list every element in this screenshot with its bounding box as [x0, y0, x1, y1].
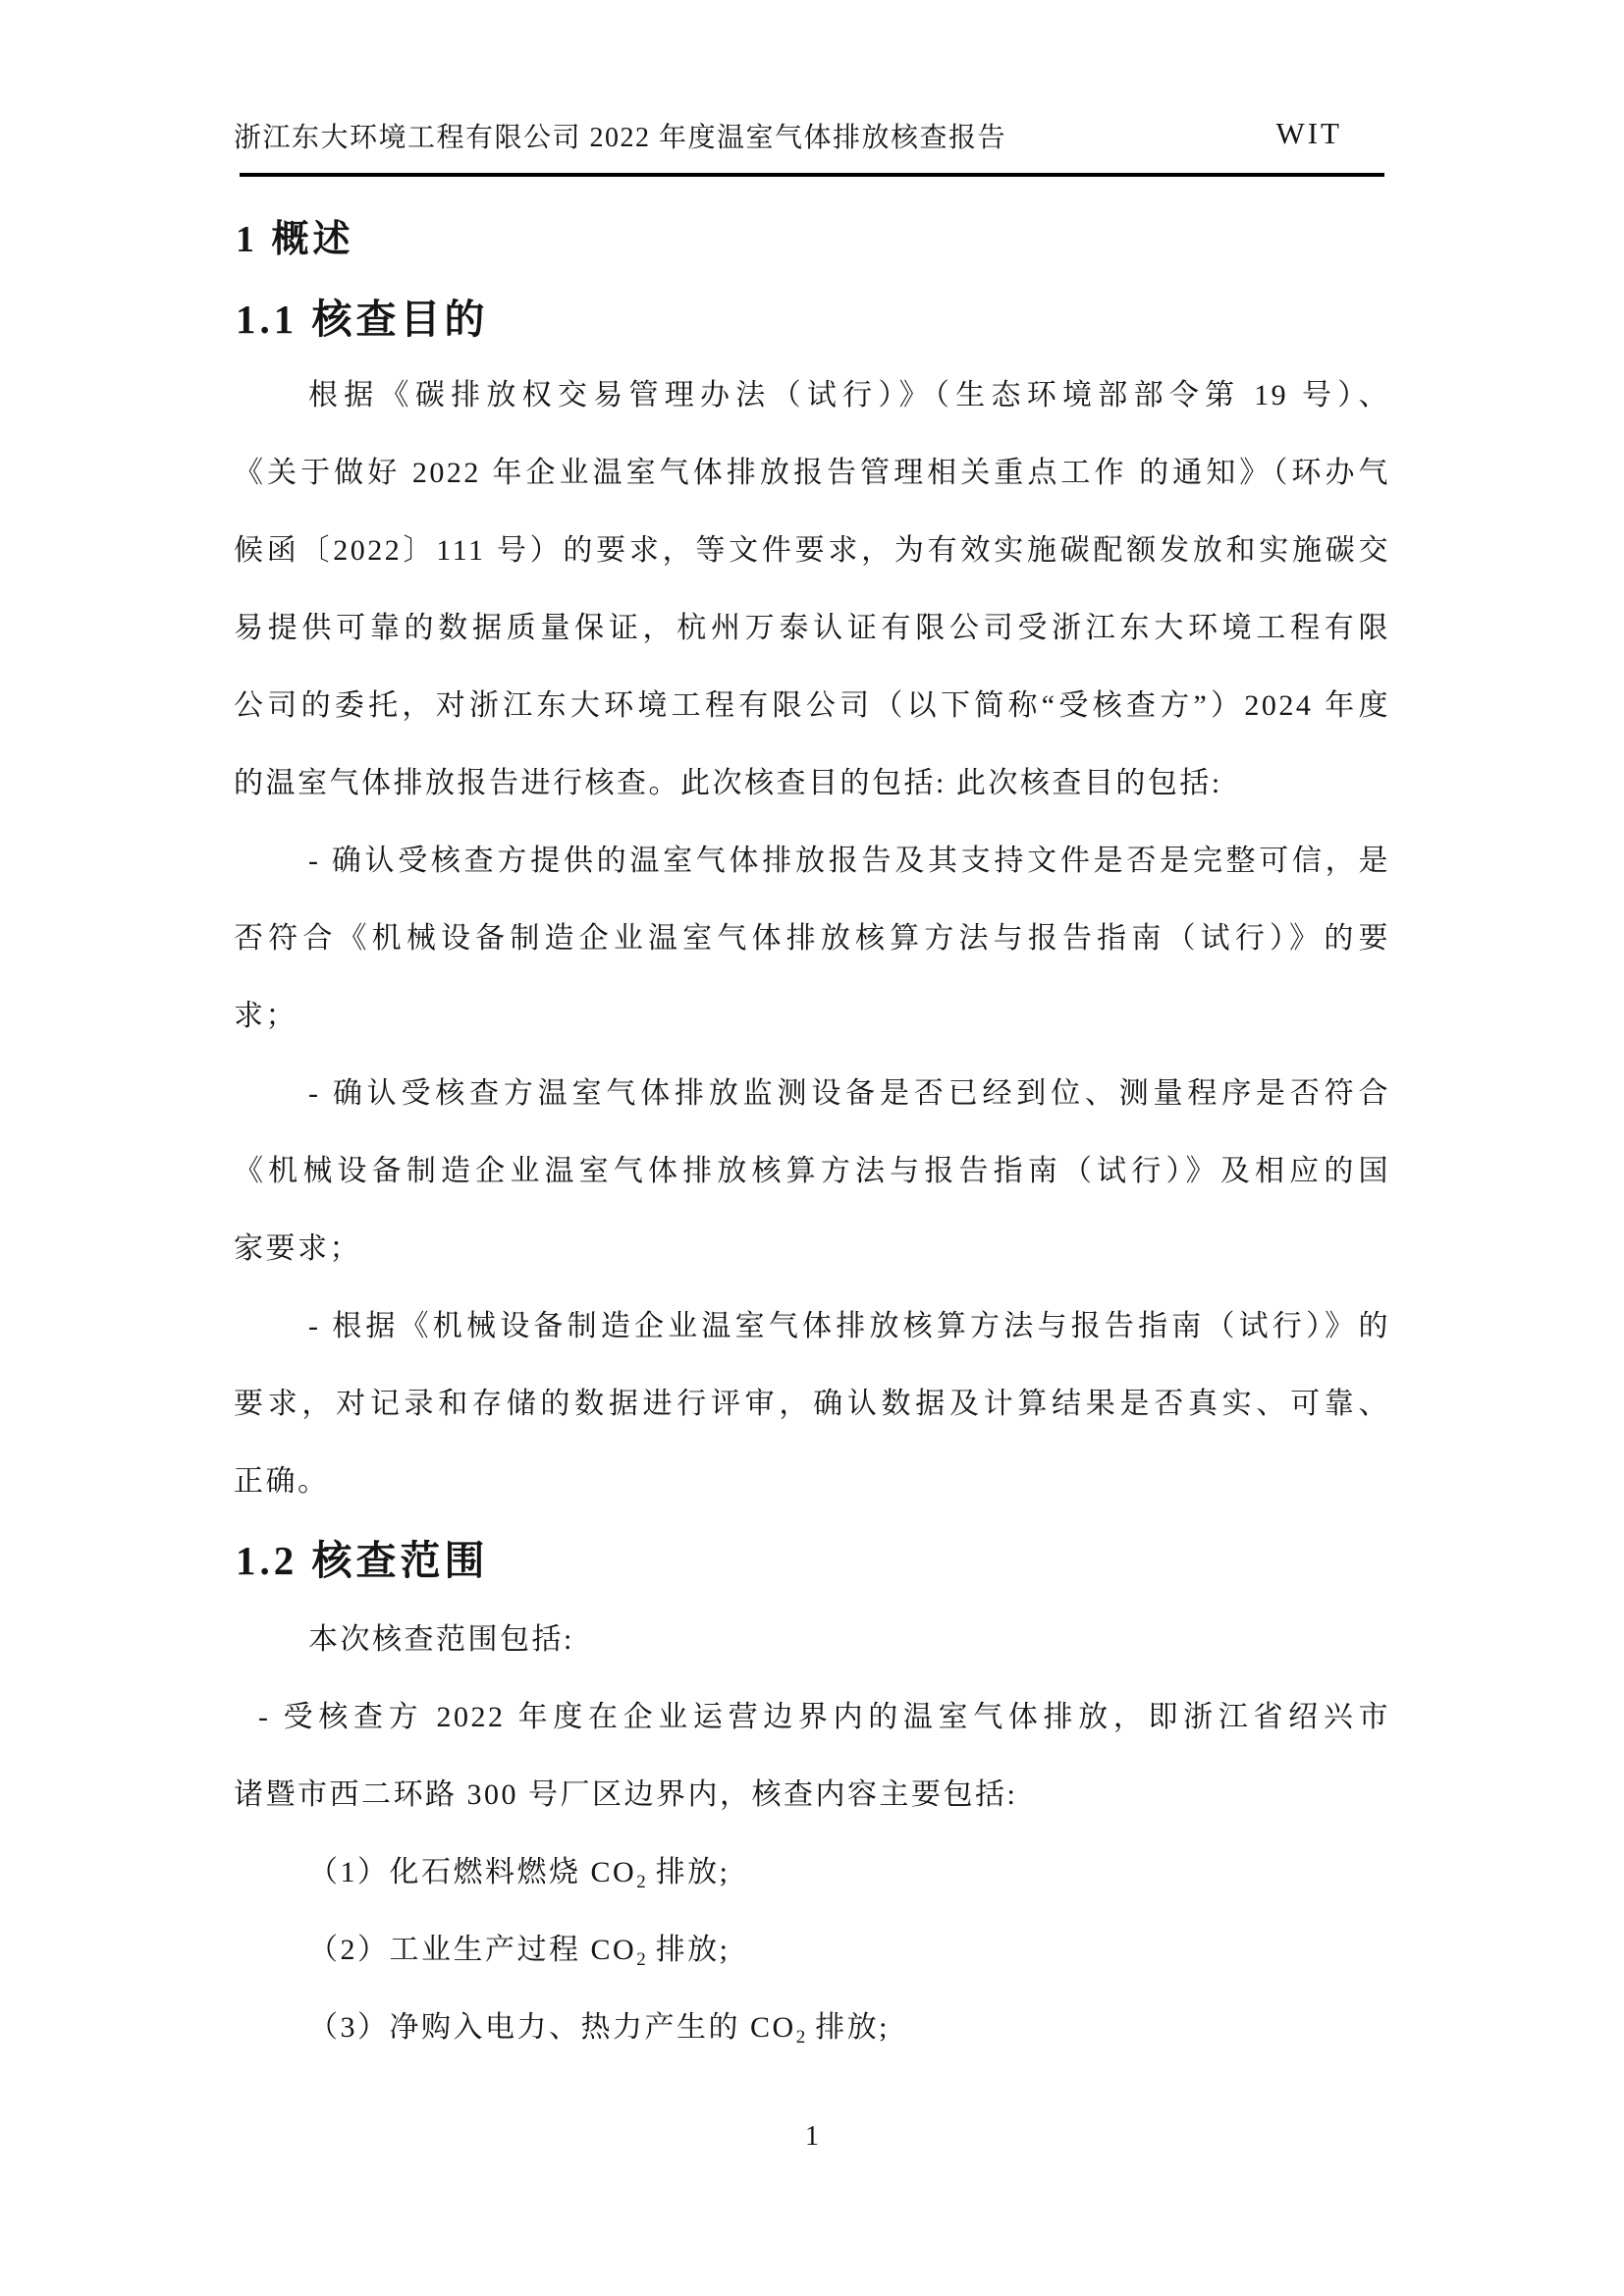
scope-item-text: 排放;	[645, 1934, 731, 1966]
body-line: - 确认受核查方提供的温室气体排放报告及其支持文件是否是完整可信，是	[308, 845, 1390, 877]
body-line: 否符合《机械设备制造企业温室气体排放核算方法与报告指南（试行）》的要	[234, 922, 1390, 955]
scope-intro-line: 本次核查范围包括:	[308, 1623, 574, 1656]
body-line: - 受核查方 2022 年度在企业运营边界内的温室气体排放，即浙江省绍兴市	[258, 1701, 1390, 1733]
header-rule	[240, 173, 1384, 177]
page-number: 1	[805, 2121, 819, 2152]
body-line: 根据《碳排放权交易管理办法（试行）》（生态环境部部令第 19 号）、	[308, 379, 1390, 411]
body-line: - 根据《机械设备制造企业温室气体排放核算方法与报告指南（试行）》的	[308, 1310, 1390, 1342]
scope-item-text: 排放;	[805, 2011, 891, 2044]
heading-overview: 1 概述	[236, 219, 354, 260]
heading-verification-purpose: 1.1 核查目的	[236, 297, 489, 342]
page-footer	[0, 2121, 1624, 2153]
body-line: 正确。	[234, 1465, 330, 1498]
heading-verification-scope: 1.2 核查范围	[236, 1538, 489, 1583]
co2-subscript: 2	[636, 1949, 646, 1970]
header-logo-wit: WIT	[1275, 116, 1342, 150]
page-header	[234, 116, 1389, 155]
verification-purpose-paragraphs	[234, 356, 1390, 1520]
co2-subscript: 2	[636, 1872, 646, 1892]
body-line: - 确认受核查方温室气体排放监测设备是否已经到位、测量程序是否符合	[308, 1077, 1390, 1110]
scope-item-fossil-fuel	[234, 1833, 1390, 1911]
scope-item-text: （2）工业生产过程 CO	[308, 1934, 637, 1966]
body-line: 的温室气体排放报告进行核查。此次核查目的包括: 此次核查目的包括:	[234, 767, 1222, 799]
scope-item-text: 排放;	[645, 1856, 731, 1888]
body-line: 家要求；	[234, 1232, 361, 1265]
body-line: 公司的委托，对浙江东大环境工程有限公司（以下简称“受核查方”）2024 年度	[234, 689, 1390, 722]
body-line: 诸暨市西二环路 300 号厂区边界内，核查内容主要包括:	[234, 1778, 1018, 1811]
header-title: 浙江东大环境工程有限公司 2022 年度温室气体排放核查报告	[234, 123, 1007, 153]
body-line: 候函〔2022〕111 号）的要求，等文件要求，为有效实施碳配额发放和实施碳交	[234, 534, 1390, 567]
scope-item-industrial-process	[234, 1911, 1390, 1989]
verification-scope-paragraphs	[234, 1601, 1390, 2066]
body-line: 求；	[234, 1000, 298, 1032]
body-line: 《机械设备制造企业温室气体排放核算方法与报告指南（试行）》及相应的国	[234, 1155, 1390, 1187]
co2-subscript: 2	[795, 2027, 806, 2048]
body-line: 要求，对记录和存储的数据进行评审，确认数据及计算结果是否真实、可靠、	[234, 1388, 1390, 1420]
scope-item-purchased-electricity-heat	[234, 1989, 1390, 2066]
scope-item-text: （3）净购入电力、热力产生的 CO	[308, 2011, 796, 2044]
body-line: 易提供可靠的数据质量保证，杭州万泰认证有限公司受浙江东大环境工程有限	[234, 612, 1390, 644]
body-line: 《关于做好 2022 年企业温室气体排放报告管理相关重点工作 的通知》（环办气	[234, 457, 1390, 489]
scope-item-text: （1）化石燃料燃烧 CO	[308, 1856, 637, 1888]
